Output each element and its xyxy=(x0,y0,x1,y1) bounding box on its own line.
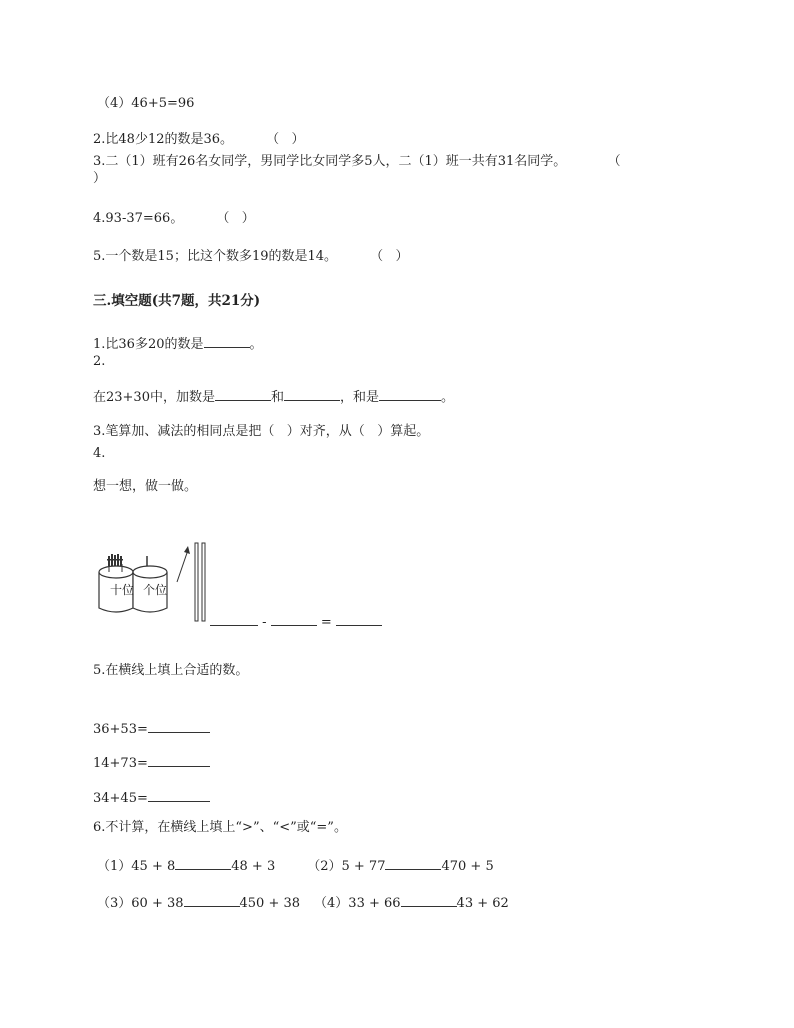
answer-blank[interactable] xyxy=(175,857,231,870)
answer-blank[interactable] xyxy=(204,335,250,348)
fill-question-5-item-2: 14+73= xyxy=(93,754,210,772)
answer-blank[interactable] xyxy=(184,894,240,907)
answer-blank[interactable] xyxy=(271,613,317,626)
tens-cup-label: 十位 xyxy=(110,583,135,597)
answer-blank[interactable] xyxy=(379,388,441,401)
answer-blank[interactable] xyxy=(210,613,258,626)
answer-blank[interactable] xyxy=(284,388,340,401)
fill-question-2: 在23+30中，加数是 和 ，和是 。 xyxy=(93,390,455,405)
fill-question-5-item-1: 36+53= xyxy=(93,720,210,738)
ones-cup-label: 个位 xyxy=(143,583,168,597)
fill-question-6: 6.不计算，在横线上填上“>”、“<”或“=”。 xyxy=(93,820,347,835)
fill-question-4: 想一想，做一做。 xyxy=(93,479,198,494)
fill-question-3: 3.笔算加、减法的相同点是把（ ）对齐，从（ ）算起。 xyxy=(93,424,430,439)
abacus-cups-figure xyxy=(95,538,215,624)
answer-blank[interactable] xyxy=(215,388,271,401)
answer-blank[interactable] xyxy=(385,857,441,870)
fill-question-2-number: 2. xyxy=(93,354,106,369)
judge-question-2: 2.比48少12的数是36。 （ ） xyxy=(93,132,305,147)
fill-question-4-number: 4. xyxy=(93,446,106,461)
section-title: 三.填空题(共7题，共21分) xyxy=(93,293,261,309)
fill-question-4-equation: - = xyxy=(210,613,382,631)
fill-question-5-item-3: 34+45= xyxy=(93,789,210,807)
fill-question-6-row-1: （1）45 + 8 48 + 3 （2）5 + 77 470 + 5 xyxy=(97,859,494,874)
answer-blank[interactable] xyxy=(148,754,210,767)
judge-question-3: 3.二（1）班有26名女同学，男同学比女同学多5人，二（1）班一共有31名同学。 （ xyxy=(93,154,621,169)
answer-blank[interactable] xyxy=(148,720,210,733)
answer-blank[interactable] xyxy=(148,789,210,802)
answer-blank[interactable] xyxy=(401,894,457,907)
fill-question-5: 5.在横线上填上合适的数。 xyxy=(93,663,249,678)
judge-question-4: 4.93-37=66。 （ ） xyxy=(93,211,255,226)
judge-question-5: 5.一个数是15；比这个数多19的数是14。 （ ） xyxy=(93,249,409,264)
fill-question-6-row-2: （3）60 + 38 450 + 38 （4）33 + 66 43 + 62 xyxy=(97,896,509,911)
answer-blank[interactable] xyxy=(336,613,382,626)
fill-question-1: 1.比36多20的数是 。 xyxy=(93,337,263,352)
judge-item-4: （4）46+5=96 xyxy=(97,96,195,111)
judge-question-3-close: ） xyxy=(93,171,107,186)
